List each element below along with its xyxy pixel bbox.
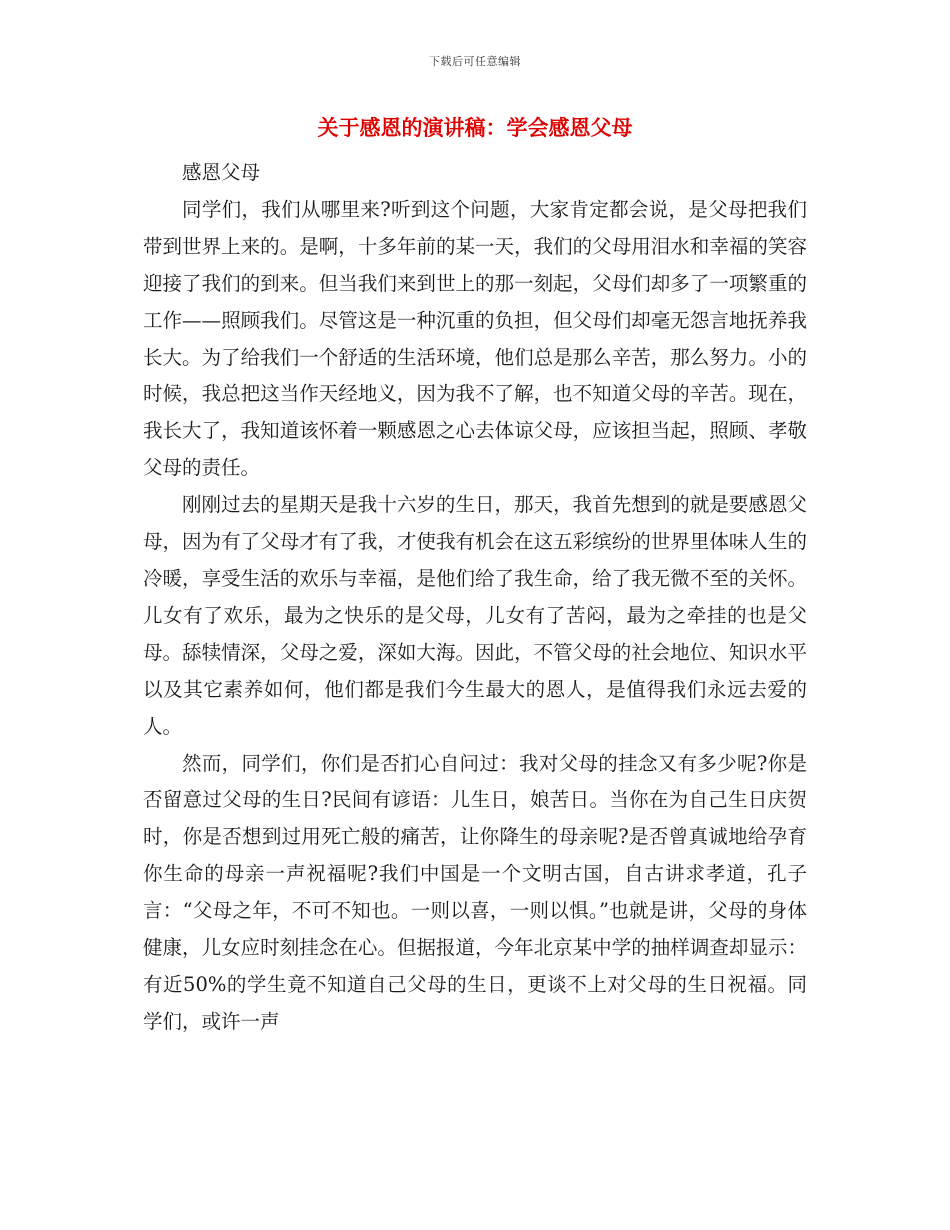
paragraph: 同学们，我们从哪里来?听到这个问题，大家肯定都会说，是父母把我们带到世界上来的。是啊，十多年前的某一天，我们的父母用泪水和幸福的笑容迎接了我们的到来。但当我们来到世上的那一刻起，父母们却多了一项繁重的工作——照顾我们。尽管这是一种沉重的负担，但父母们却毫无怨言地抚养我长大。为了给我们一个舒适的生活环境，他们总是那么辛苦，那么努力。小的时候，我总把这当作天经地义，因为我不了解，也不知道父母的辛苦。现在，我长大了，我知道该怀着一颗感恩之心去体谅父母，应该担当起，照顾、孝敬父母的责任。 — [143, 197, 807, 480]
paragraph: 然而，同学们，你们是否扪心自问过：我对父母的挂念又有多少呢?你是否留意过父母的生日?民间有谚语：儿生日，娘苦日。当你在为自己生日庆贺时，你是否想到过用死亡般的痛苦，让你降生的母亲呢?是否曾真诚地给孕育你生命的母亲一声祝福呢?我们中国是一个文明古国，自古讲求孝道，孔子言：“父母之年，不可不知也。一则以喜，一则以惧。”也就是讲，父母的身体健康，儿女应时刻挂念在心。但据报道，今年北京某中学的抽样调查却显示：有近50%的学生竟不知道自己父母的生日，更谈不上对父母的生日祝福。同学们，或许一声 — [143, 751, 807, 1033]
document-title: 关于感恩的演讲稿：学会感恩父母 — [317, 115, 633, 140]
page-header-note: 下载后可任意编辑 — [429, 55, 521, 68]
document-body — [143, 155, 807, 1041]
paragraph: 刚刚过去的星期天是我十六岁的生日，那天，我首先想到的就是要感恩父母，因为有了父母才有了我，才使我有机会在这五彩缤纷的世界里体味人生的冷暖，享受生活的欢乐与幸福，是他们给了我生命，给了我无微不至的关怀。儿女有了欢乐，最为之快乐的是父母，儿女有了苦闷，最为之牵挂的也是父母。舔犊情深，父母之爱，深如大海。因此，不管父母的社会地位、知识水平以及其它素养如何，他们都是我们今生最大的恩人，是值得我们永远去爱的人。 — [143, 493, 807, 738]
section-heading: 感恩父母 — [182, 161, 261, 184]
